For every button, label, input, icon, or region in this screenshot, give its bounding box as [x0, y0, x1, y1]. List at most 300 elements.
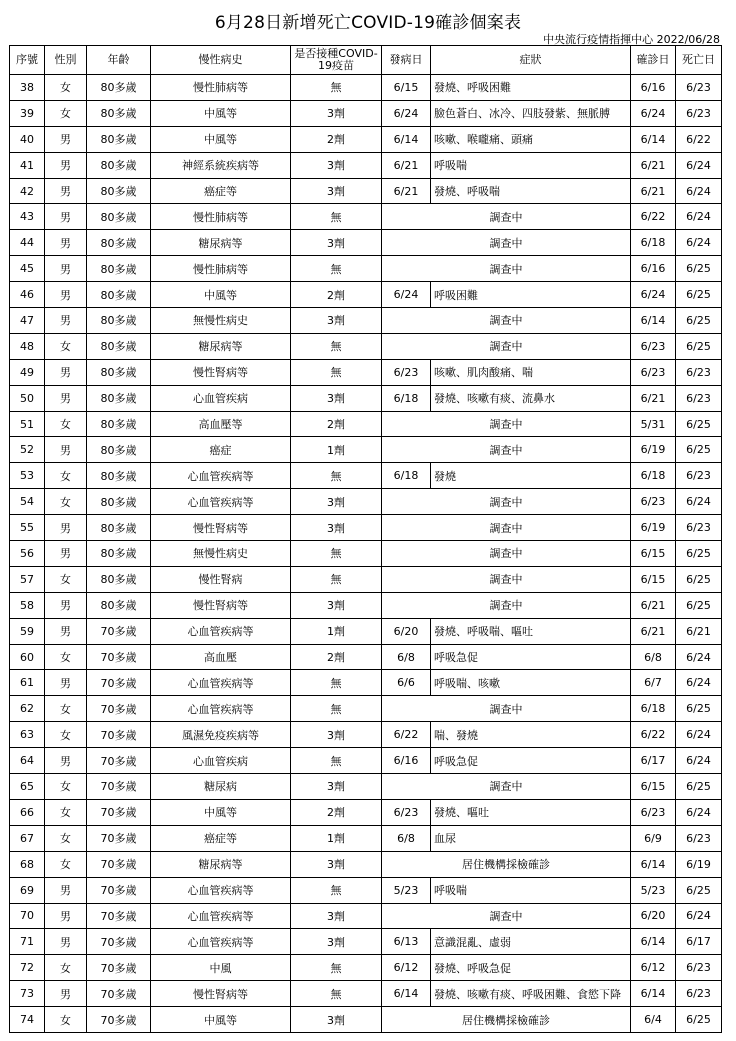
cell-symptoms: 調查中: [382, 308, 631, 334]
cell-vaccine: 2劑: [291, 411, 382, 437]
table-row: [10, 903, 722, 929]
cell-death: 6/25: [676, 566, 722, 592]
cell-confirmed: 6/18: [631, 696, 676, 722]
cell-age: 70多歲: [87, 903, 151, 929]
cell-onset: 6/8: [382, 825, 431, 851]
cell-case-no: 56: [10, 541, 45, 567]
cell-symptoms: 喘、發燒: [431, 722, 631, 748]
table-row: [10, 592, 722, 618]
cell-onset: 6/24: [382, 100, 431, 126]
cell-confirmed: 6/15: [631, 774, 676, 800]
cell-disease: 糖尿病等: [151, 851, 291, 877]
cell-sex: 女: [45, 463, 87, 489]
cell-onset: 6/21: [382, 152, 431, 178]
table-row: [10, 696, 722, 722]
cell-onset: 6/13: [382, 929, 431, 955]
cell-age: 80多歲: [87, 75, 151, 101]
cell-sex: 女: [45, 799, 87, 825]
cell-vaccine: 1劑: [291, 618, 382, 644]
table-row: [10, 333, 722, 359]
cell-age: 80多歲: [87, 282, 151, 308]
cell-onset: 6/18: [382, 385, 431, 411]
table-row: [10, 256, 722, 282]
cell-vaccine: 3劑: [291, 903, 382, 929]
header-age: 年齡: [87, 46, 151, 75]
cell-vaccine: 無: [291, 955, 382, 981]
cell-sex: 男: [45, 592, 87, 618]
cell-death: 6/24: [676, 204, 722, 230]
cell-sex: 男: [45, 437, 87, 463]
cell-age: 80多歲: [87, 437, 151, 463]
cell-confirmed: 6/4: [631, 1007, 676, 1033]
cell-death: 6/23: [676, 955, 722, 981]
cell-confirmed: 6/14: [631, 981, 676, 1007]
header-vaccine: 是否接種COVID-19疫苗: [291, 46, 382, 75]
cell-sex: 女: [45, 333, 87, 359]
cell-onset: 6/20: [382, 618, 431, 644]
cell-disease: 中風等: [151, 100, 291, 126]
cell-symptoms: 調查中: [382, 903, 631, 929]
table-row: [10, 877, 722, 903]
cell-case-no: 51: [10, 411, 45, 437]
cell-onset: 6/6: [382, 670, 431, 696]
table-row: [10, 178, 722, 204]
cell-symptoms: 調查中: [382, 566, 631, 592]
cell-disease: 高血壓: [151, 644, 291, 670]
cell-vaccine: 無: [291, 877, 382, 903]
cell-onset: 6/14: [382, 981, 431, 1007]
cell-confirmed: 6/14: [631, 308, 676, 334]
cell-case-no: 41: [10, 152, 45, 178]
cell-sex: 男: [45, 230, 87, 256]
cell-sex: 女: [45, 696, 87, 722]
cell-symptoms: 調查中: [382, 592, 631, 618]
cell-confirmed: 5/31: [631, 411, 676, 437]
cell-case-no: 72: [10, 955, 45, 981]
cell-confirmed: 6/21: [631, 152, 676, 178]
cell-sex: 女: [45, 851, 87, 877]
table-row: [10, 230, 722, 256]
cell-disease: 慢性肺病等: [151, 204, 291, 230]
cell-case-no: 60: [10, 644, 45, 670]
cell-disease: 無慢性病史: [151, 541, 291, 567]
cell-case-no: 55: [10, 515, 45, 541]
cell-sex: 男: [45, 929, 87, 955]
cell-case-no: 62: [10, 696, 45, 722]
cell-age: 80多歲: [87, 592, 151, 618]
table-row: [10, 515, 722, 541]
cell-case-no: 47: [10, 308, 45, 334]
cell-disease: 糖尿病等: [151, 230, 291, 256]
cell-vaccine: 無: [291, 204, 382, 230]
cell-vaccine: 3劑: [291, 774, 382, 800]
cell-death: 6/25: [676, 256, 722, 282]
cell-age: 80多歲: [87, 126, 151, 152]
cell-death: 6/21: [676, 618, 722, 644]
cell-symptoms: 咳嗽、喉嚨痛、頭痛: [431, 126, 631, 152]
cell-confirmed: 6/8: [631, 644, 676, 670]
cell-symptoms: 呼吸急促: [431, 644, 631, 670]
cell-age: 80多歲: [87, 359, 151, 385]
page-title: 6月28日新增死亡COVID-19確診個案表: [214, 13, 522, 33]
cell-sex: 女: [45, 411, 87, 437]
table-row: [10, 670, 722, 696]
table-row: [10, 437, 722, 463]
cell-sex: 男: [45, 981, 87, 1007]
cell-confirmed: 6/19: [631, 515, 676, 541]
cell-sex: 女: [45, 1007, 87, 1033]
cell-sex: 男: [45, 204, 87, 230]
cell-sex: 男: [45, 670, 87, 696]
cell-confirmed: 6/14: [631, 126, 676, 152]
cell-age: 70多歲: [87, 748, 151, 774]
table-row: [10, 644, 722, 670]
cell-vaccine: 3劑: [291, 385, 382, 411]
cell-case-no: 67: [10, 825, 45, 851]
cell-case-no: 57: [10, 566, 45, 592]
cell-disease: 心血管疾病: [151, 748, 291, 774]
cell-death: 6/25: [676, 411, 722, 437]
cell-age: 70多歲: [87, 981, 151, 1007]
cell-age: 80多歲: [87, 463, 151, 489]
table-row: [10, 75, 722, 101]
cell-disease: 慢性肺病等: [151, 75, 291, 101]
cell-death: 6/25: [676, 282, 722, 308]
cell-confirmed: 6/23: [631, 799, 676, 825]
cell-confirmed: 6/23: [631, 333, 676, 359]
cell-confirmed: 6/16: [631, 75, 676, 101]
table-row: [10, 385, 722, 411]
cell-death: 6/24: [676, 903, 722, 929]
table-row: [10, 541, 722, 567]
cell-symptoms: 居住機構採檢確診: [382, 1007, 631, 1033]
cell-symptoms: 血尿: [431, 825, 631, 851]
cell-vaccine: 無: [291, 333, 382, 359]
cell-sex: 男: [45, 359, 87, 385]
cell-sex: 女: [45, 489, 87, 515]
cell-case-no: 38: [10, 75, 45, 101]
cell-onset: 6/16: [382, 748, 431, 774]
cell-confirmed: 6/20: [631, 903, 676, 929]
header-confirmed: 確診日: [631, 46, 676, 75]
table-row: [10, 618, 722, 644]
cell-symptoms: 調查中: [382, 515, 631, 541]
cell-symptoms: 發燒: [431, 463, 631, 489]
cell-case-no: 43: [10, 204, 45, 230]
cell-case-no: 50: [10, 385, 45, 411]
cell-vaccine: 無: [291, 463, 382, 489]
header-sex: 性別: [45, 46, 87, 75]
cell-disease: 心血管疾病等: [151, 903, 291, 929]
cell-confirmed: 6/7: [631, 670, 676, 696]
cell-disease: 風濕免疫疾病等: [151, 722, 291, 748]
cell-onset: 6/8: [382, 644, 431, 670]
cell-sex: 女: [45, 955, 87, 981]
cell-death: 6/24: [676, 799, 722, 825]
cell-death: 6/23: [676, 359, 722, 385]
cell-sex: 女: [45, 825, 87, 851]
table-row: [10, 722, 722, 748]
cell-disease: 中風等: [151, 282, 291, 308]
cell-symptoms: 臉色蒼白、冰冷、四肢發紫、無脈膊: [431, 100, 631, 126]
cell-case-no: 39: [10, 100, 45, 126]
cell-vaccine: 2劑: [291, 126, 382, 152]
cell-death: 6/19: [676, 851, 722, 877]
cell-sex: 男: [45, 385, 87, 411]
cell-disease: 慢性腎病等: [151, 515, 291, 541]
cell-disease: 心血管疾病等: [151, 877, 291, 903]
cell-case-no: 45: [10, 256, 45, 282]
cell-age: 80多歲: [87, 385, 151, 411]
cell-symptoms: 意識混亂、虛弱: [431, 929, 631, 955]
cell-age: 80多歲: [87, 541, 151, 567]
cell-case-no: 73: [10, 981, 45, 1007]
cell-age: 80多歲: [87, 489, 151, 515]
cell-disease: 糖尿病: [151, 774, 291, 800]
cell-onset: 6/15: [382, 75, 431, 101]
cell-case-no: 52: [10, 437, 45, 463]
cell-onset: 6/23: [382, 799, 431, 825]
cell-case-no: 68: [10, 851, 45, 877]
cell-vaccine: 無: [291, 75, 382, 101]
cell-vaccine: 無: [291, 256, 382, 282]
cell-death: 6/24: [676, 748, 722, 774]
table-row: [10, 825, 722, 851]
cell-disease: 心血管疾病等: [151, 463, 291, 489]
cell-age: 70多歲: [87, 799, 151, 825]
cell-sex: 男: [45, 178, 87, 204]
cell-sex: 男: [45, 256, 87, 282]
cell-death: 6/24: [676, 670, 722, 696]
cell-death: 6/25: [676, 877, 722, 903]
cell-death: 6/17: [676, 929, 722, 955]
cell-case-no: 44: [10, 230, 45, 256]
cell-sex: 女: [45, 75, 87, 101]
cell-confirmed: 6/18: [631, 230, 676, 256]
cell-symptoms: 調查中: [382, 333, 631, 359]
cell-onset: 5/23: [382, 877, 431, 903]
cell-disease: 中風等: [151, 799, 291, 825]
header-no: 序號: [10, 46, 45, 75]
header-onset: 發病日: [382, 46, 431, 75]
cell-sex: 男: [45, 126, 87, 152]
table-row: [10, 152, 722, 178]
table-row: [10, 929, 722, 955]
cell-age: 80多歲: [87, 566, 151, 592]
cell-death: 6/23: [676, 463, 722, 489]
cell-age: 80多歲: [87, 152, 151, 178]
cell-vaccine: 無: [291, 566, 382, 592]
cell-case-no: 48: [10, 333, 45, 359]
cell-vaccine: 無: [291, 541, 382, 567]
cell-death: 6/25: [676, 1007, 722, 1033]
cell-vaccine: 2劑: [291, 282, 382, 308]
cell-case-no: 64: [10, 748, 45, 774]
cell-age: 70多歲: [87, 618, 151, 644]
cell-confirmed: 6/12: [631, 955, 676, 981]
cell-death: 6/25: [676, 308, 722, 334]
cell-symptoms: 調查中: [382, 489, 631, 515]
cell-disease: 癌症等: [151, 825, 291, 851]
cell-disease: 高血壓等: [151, 411, 291, 437]
cell-vaccine: 3劑: [291, 515, 382, 541]
cell-confirmed: 6/14: [631, 929, 676, 955]
cell-symptoms: 調查中: [382, 774, 631, 800]
cell-age: 80多歲: [87, 230, 151, 256]
cell-case-no: 71: [10, 929, 45, 955]
cell-death: 6/25: [676, 696, 722, 722]
table-row: [10, 851, 722, 877]
cell-vaccine: 1劑: [291, 437, 382, 463]
table-row: [10, 489, 722, 515]
cell-sex: 男: [45, 903, 87, 929]
cell-disease: 中風等: [151, 1007, 291, 1033]
cell-disease: 心血管疾病等: [151, 929, 291, 955]
cell-symptoms: 調查中: [382, 541, 631, 567]
cell-symptoms: 發燒、呼吸困難: [431, 75, 631, 101]
cell-sex: 男: [45, 541, 87, 567]
cell-vaccine: 2劑: [291, 799, 382, 825]
cell-age: 70多歲: [87, 929, 151, 955]
cell-onset: 6/18: [382, 463, 431, 489]
cell-age: 70多歲: [87, 877, 151, 903]
cell-vaccine: 3劑: [291, 851, 382, 877]
cell-onset: 6/21: [382, 178, 431, 204]
cell-case-no: 74: [10, 1007, 45, 1033]
cell-vaccine: 3劑: [291, 308, 382, 334]
cell-disease: 糖尿病等: [151, 333, 291, 359]
cell-death: 6/25: [676, 437, 722, 463]
cell-symptoms: 發燒、咳嗽有痰、流鼻水: [431, 385, 631, 411]
cell-onset: 6/23: [382, 359, 431, 385]
cell-vaccine: 3劑: [291, 592, 382, 618]
cell-age: 80多歲: [87, 308, 151, 334]
cell-disease: 心血管疾病等: [151, 618, 291, 644]
cell-vaccine: 無: [291, 748, 382, 774]
cell-onset: 6/14: [382, 126, 431, 152]
case-table: [9, 45, 722, 1033]
cell-case-no: 49: [10, 359, 45, 385]
cell-death: 6/24: [676, 152, 722, 178]
cell-death: 6/24: [676, 489, 722, 515]
cell-sex: 男: [45, 152, 87, 178]
cell-confirmed: 6/22: [631, 204, 676, 230]
cell-symptoms: 調查中: [382, 437, 631, 463]
cell-symptoms: 發燒、嘔吐: [431, 799, 631, 825]
cell-confirmed: 6/21: [631, 385, 676, 411]
cell-age: 80多歲: [87, 411, 151, 437]
cell-symptoms: 咳嗽、肌肉酸痛、喘: [431, 359, 631, 385]
cell-vaccine: 3劑: [291, 230, 382, 256]
cell-confirmed: 6/23: [631, 489, 676, 515]
cell-symptoms: 呼吸困難: [431, 282, 631, 308]
cell-death: 6/23: [676, 385, 722, 411]
cell-disease: 神經系統疾病等: [151, 152, 291, 178]
cell-age: 70多歲: [87, 1007, 151, 1033]
cell-case-no: 59: [10, 618, 45, 644]
cell-death: 6/24: [676, 230, 722, 256]
cell-sex: 女: [45, 722, 87, 748]
cell-disease: 中風等: [151, 126, 291, 152]
cell-onset: 6/22: [382, 722, 431, 748]
cell-symptoms: 發燒、呼吸喘、嘔吐: [431, 618, 631, 644]
table-row: [10, 799, 722, 825]
cell-symptoms: 發燒、呼吸急促: [431, 955, 631, 981]
cell-sex: 男: [45, 308, 87, 334]
cell-confirmed: 5/23: [631, 877, 676, 903]
cell-case-no: 65: [10, 774, 45, 800]
cell-disease: 慢性腎病等: [151, 981, 291, 1007]
cell-age: 70多歲: [87, 644, 151, 670]
cell-death: 6/23: [676, 981, 722, 1007]
table-body: [10, 75, 722, 1033]
cell-symptoms: 呼吸急促: [431, 748, 631, 774]
cell-death: 6/23: [676, 75, 722, 101]
cell-disease: 心血管疾病等: [151, 696, 291, 722]
cell-vaccine: 3劑: [291, 178, 382, 204]
table-row: [10, 308, 722, 334]
cell-symptoms: 調查中: [382, 230, 631, 256]
cell-disease: 癌症: [151, 437, 291, 463]
header-disease: 慢性病史: [151, 46, 291, 75]
table-row: [10, 411, 722, 437]
cell-sex: 女: [45, 566, 87, 592]
cell-age: 70多歲: [87, 955, 151, 981]
cell-vaccine: 無: [291, 981, 382, 1007]
cell-confirmed: 6/15: [631, 566, 676, 592]
cell-vaccine: 無: [291, 696, 382, 722]
cell-vaccine: 3劑: [291, 100, 382, 126]
table-row: [10, 981, 722, 1007]
cell-death: 6/25: [676, 774, 722, 800]
cell-case-no: 42: [10, 178, 45, 204]
cell-confirmed: 6/19: [631, 437, 676, 463]
cell-case-no: 66: [10, 799, 45, 825]
cell-age: 70多歲: [87, 774, 151, 800]
cell-disease: 中風: [151, 955, 291, 981]
cell-confirmed: 6/16: [631, 256, 676, 282]
cell-confirmed: 6/9: [631, 825, 676, 851]
cell-symptoms: 呼吸喘: [431, 152, 631, 178]
cell-age: 70多歲: [87, 670, 151, 696]
header-symptoms: 症狀: [431, 46, 631, 75]
cell-symptoms: 發燒、咳嗽有痰、呼吸困難、食慾下降: [431, 981, 631, 1007]
cell-age: 70多歲: [87, 696, 151, 722]
cell-vaccine: 無: [291, 670, 382, 696]
cell-symptoms: 調查中: [382, 411, 631, 437]
cell-confirmed: 6/24: [631, 282, 676, 308]
cell-disease: 無慢性病史: [151, 308, 291, 334]
cell-confirmed: 6/23: [631, 359, 676, 385]
cell-case-no: 70: [10, 903, 45, 929]
cell-vaccine: 2劑: [291, 644, 382, 670]
cell-disease: 慢性腎病等: [151, 592, 291, 618]
table-row: [10, 1007, 722, 1033]
table-row: [10, 126, 722, 152]
cell-confirmed: 6/21: [631, 592, 676, 618]
cell-death: 6/24: [676, 178, 722, 204]
cell-disease: 慢性腎病: [151, 566, 291, 592]
cell-death: 6/24: [676, 722, 722, 748]
cell-symptoms: 調查中: [382, 696, 631, 722]
table-row: [10, 359, 722, 385]
cell-confirmed: 6/14: [631, 851, 676, 877]
cell-vaccine: 無: [291, 359, 382, 385]
cell-case-no: 54: [10, 489, 45, 515]
cell-disease: 慢性腎病等: [151, 359, 291, 385]
cell-age: 80多歲: [87, 204, 151, 230]
cell-symptoms: 調查中: [382, 256, 631, 282]
